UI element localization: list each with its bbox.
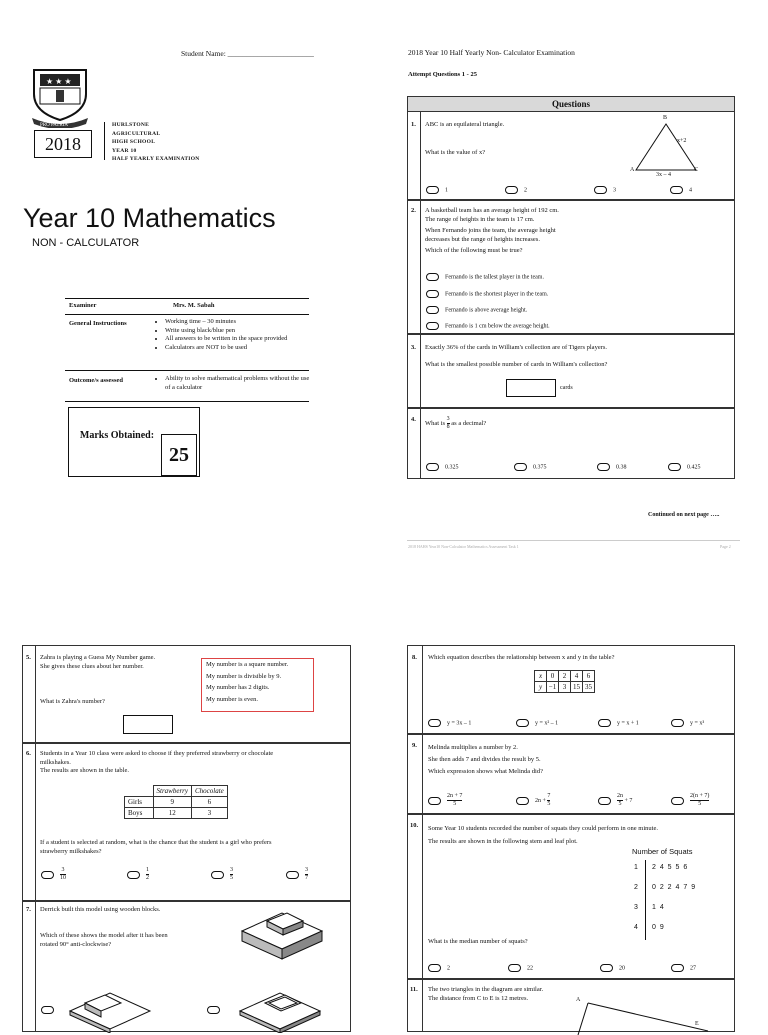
table-cell: 9 (153, 797, 192, 808)
question-1 (407, 111, 735, 201)
table-cell: 2 (559, 671, 571, 682)
option-c[interactable]: $\frac{3}{5}$ (211, 867, 233, 882)
marks-box (68, 407, 200, 477)
clue: My number has 2 digits. (206, 684, 270, 691)
table-cell: −1 (547, 682, 559, 693)
svg-text:PRO PATRIA: PRO PATRIA (40, 123, 69, 128)
option-a[interactable]: $\frac{2n + 7}{5}$ (428, 793, 462, 808)
question-6 (22, 742, 351, 902)
option-a[interactable]: 2 (428, 964, 450, 972)
question-number: 2. (411, 207, 416, 214)
instruction-item: • Calculators are NOT to be used (165, 344, 315, 353)
option-a[interactable]: y = 3x – 1 (428, 719, 471, 727)
milkshake-table (124, 785, 228, 819)
option-d[interactable]: Fernando is 1 cm below the average height. (426, 322, 550, 330)
clue-box (201, 658, 314, 712)
page-number: Page 2 (720, 544, 731, 549)
question-number: 7. (26, 906, 31, 913)
school-name-divider (104, 122, 105, 160)
table-cell: x (535, 671, 547, 682)
option-a[interactable]: 0.325 (426, 463, 459, 471)
question-text: What is the median number of squats? (428, 938, 528, 945)
triangle-side-label: 3x – 4 (656, 172, 671, 178)
school-line: HIGH SCHOOL (112, 139, 156, 146)
clue: My number is a square number. (206, 661, 289, 668)
option-c[interactable]: 3 (594, 186, 616, 194)
school-line: AGRICULTURAL (112, 130, 161, 137)
option-d[interactable]: 27 (671, 964, 696, 972)
marks-label: Marks Obtained: (79, 430, 155, 441)
marks-total-box (161, 434, 197, 476)
outcomes-label: Outcome/s assessed (69, 377, 123, 384)
option-c[interactable]: y = x + 1 (598, 719, 639, 727)
block-model-diagram (237, 903, 327, 963)
question-number: 6. (26, 750, 31, 757)
question-7 (22, 900, 351, 1032)
answer-box[interactable] (506, 379, 556, 397)
attempt-instruction: Attempt Questions 1 - 25 (408, 71, 477, 78)
year-box: 2018 (34, 130, 92, 158)
marks-total: 25 (169, 444, 189, 466)
option-b[interactable]: 2n + $\frac{7}{5}$ (516, 793, 550, 808)
instruction-item: • Working time – 30 minutes (165, 318, 315, 327)
page-title: Year 10 Mathematics (23, 203, 276, 233)
school-line: HALF YEARLY EXAMINATION (112, 156, 200, 163)
instructions-label: General Instructions (69, 320, 127, 327)
question-number: 10. (410, 822, 419, 829)
question-text: Which equation describes the relationship between x and y in the table? (428, 654, 615, 661)
xy-table (534, 670, 595, 693)
table-cell: 35 (583, 682, 595, 693)
table-cell: 6 (583, 671, 595, 682)
question-text: Some Year 10 students recorded the number of squats they could perform in one minute. The results are shown in the following stem and leaf plot. (428, 825, 658, 845)
school-line: HURLSTONE (112, 122, 150, 128)
option-c[interactable]: $\frac{2n}{5}$ + 7 (598, 793, 632, 808)
table-header: Chocolate (192, 786, 228, 797)
page-header: 2018 Year 10 Half Yearly Non- Calculator Examination (408, 48, 575, 57)
leaves: 2 4 5 5 6 (652, 864, 689, 871)
similar-triangles-diagram (568, 995, 718, 1035)
question-text: Derrick built this model using wooden blocks. (40, 906, 161, 913)
question-text: Melinda multiplies a number by 2. She then adds 7 and divides the result by 5. Which expression shows what Melinda did? (428, 744, 543, 775)
svg-text:★ ★ ★: ★ ★ ★ (46, 77, 72, 86)
school-name-block (112, 121, 200, 164)
answer-box[interactable] (123, 715, 173, 734)
answer-unit: cards (560, 385, 573, 391)
question-4 (407, 407, 735, 479)
question-text: What is the smallest possible number of cards in William's collection? (425, 361, 608, 368)
page-subtitle: NON - CALCULATOR (32, 237, 140, 249)
student-name-label: Student Name: _______________________ (181, 49, 314, 58)
table-cell: 3 (559, 682, 571, 693)
option-c[interactable]: 0.38 (597, 463, 627, 471)
outcome-item: • Ability to solve mathematical problems without the use of a calculator (165, 375, 315, 392)
fraction: $\frac{3}{8}$ (446, 416, 450, 430)
option-a[interactable]: Fernando is the tallest player in the team. (426, 273, 544, 281)
examiner-label: Examiner (69, 302, 97, 309)
question-10 (407, 813, 735, 980)
stem: 3 (634, 904, 638, 911)
question-9 (407, 733, 735, 815)
table-cell: 3 (192, 808, 228, 819)
question-text: What is the value of x? (425, 149, 486, 156)
question-number: 4. (411, 416, 416, 423)
option-b[interactable]: 22 (508, 964, 533, 972)
leaves: 1 4 (652, 904, 665, 911)
option-d[interactable]: $\frac{2(n + 7)}{5}$ (671, 793, 709, 808)
option-a[interactable]: 1 (426, 186, 448, 194)
question-text: What is Zahra's number? (40, 698, 105, 705)
outcomes-list (155, 375, 315, 392)
table-header: Strawberry (153, 786, 192, 797)
question-2 (407, 199, 735, 335)
clue: My number is even. (206, 695, 258, 703)
table-cell: 12 (153, 808, 192, 819)
stem: 1 (634, 864, 638, 871)
option-b[interactable]: 2 (505, 186, 527, 194)
stem-leaf-plot (628, 860, 718, 940)
school-line: YEAR 10 (112, 147, 137, 154)
option-d[interactable]: 4 (670, 186, 692, 194)
info-table (65, 298, 309, 402)
triangle-side-label: x+2 (677, 138, 687, 144)
triangle-label-b: B (663, 115, 668, 121)
questions-heading: Questions (407, 96, 735, 112)
table-cell: 4 (571, 671, 583, 682)
option-a[interactable]: $\frac{3}{10}$ (41, 867, 66, 882)
vertex-label-a: A (576, 997, 581, 1003)
instruction-item: • All answers to be written in the space provided (165, 335, 315, 344)
stem: 2 (634, 884, 638, 891)
table-cell: 15 (571, 682, 583, 693)
question-text: A basketball team has an average height of 192 cm. The range of heights in the team is 17 cm. When Fernando joins the team, the average height decreases but the range of heights increases. Which of the following must be true? (425, 207, 559, 254)
clue: My number is divisible by 9. (206, 672, 282, 680)
question-text: Exactly 36% of the cards in William's collection are of Tigers players. (425, 344, 608, 351)
table-cell: y (535, 682, 547, 693)
continued-note: Continued on next page ….. (648, 512, 720, 518)
question-8 (407, 645, 735, 735)
examiner-value: Mrs. M. Sabah (173, 302, 215, 309)
leaves: 0 2 2 4 7 9 (652, 884, 697, 891)
option-b[interactable]: $\frac{1}{2}$ (127, 867, 149, 882)
table-row-label: Boys (125, 808, 154, 819)
school-crest (28, 64, 92, 128)
instructions-list (155, 318, 315, 352)
question-3 (407, 333, 735, 409)
question-text: ABC is an equilateral triangle. (425, 121, 505, 128)
option-a-diagram (65, 981, 155, 1033)
option-a[interactable] (41, 1001, 60, 1019)
question-number: 8. (412, 654, 417, 661)
option-b-diagram (235, 981, 325, 1033)
question-5 (22, 645, 351, 744)
leaves: 0 9 (652, 924, 665, 931)
question-text: The two triangles in the diagram are similar. The distance from C to E is 12 metres. (428, 986, 544, 1002)
question-text: If a student is selected at random, what is the chance that the student is a girl who prefers strawberry milkshakes? (40, 839, 272, 855)
table-cell: 6 (192, 797, 228, 808)
table-cell: 0 (547, 671, 559, 682)
question-number: 9. (412, 742, 417, 749)
question-text: Zahra is playing a Guess My Number game. She gives these clues about her number. (40, 654, 156, 670)
option-c[interactable]: 20 (600, 964, 625, 972)
instruction-item: • Write using black/blue pen (165, 327, 315, 336)
question-text: Students in a Year 10 class were asked to choose if they preferred strawberry or chocolate milkshakes. The results are shown in the table. (40, 750, 274, 774)
stem-leaf-title: Number of Squats (632, 847, 693, 856)
question-text: Which of these shows the model after it has been rotated 90° anti-clockwise? (40, 932, 168, 948)
question-number: 5. (26, 654, 31, 661)
option-d[interactable]: y = x³ (671, 719, 704, 727)
option-b[interactable]: y = x² – 1 (516, 719, 558, 727)
option-c[interactable]: Fernando is above average height. (426, 306, 527, 314)
triangle-label-a: A (630, 167, 635, 173)
option-d[interactable]: $\frac{3}{7}$ (286, 867, 308, 882)
option-d[interactable]: 0.425 (668, 463, 701, 471)
vertex-label-e: E (695, 1021, 699, 1027)
question-number: 1. (411, 121, 416, 128)
triangle-label-c: C (694, 167, 699, 173)
question-number: 11. (410, 986, 418, 993)
stem: 4 (634, 924, 638, 931)
option-b[interactable]: Fernando is the shortest player in the team. (426, 290, 548, 298)
question-text: What is $\frac{3}{8}$ as a decimal? (425, 416, 487, 430)
page-footer-line (407, 540, 740, 541)
page-footer: 2018 HAHS Year10 Non-Calculator Mathematics Assessment Task 1 (408, 544, 519, 549)
question-number: 3. (411, 344, 416, 351)
table-row-label: Girls (125, 797, 154, 808)
option-b[interactable] (207, 1001, 226, 1019)
option-b[interactable]: 0.375 (514, 463, 547, 471)
